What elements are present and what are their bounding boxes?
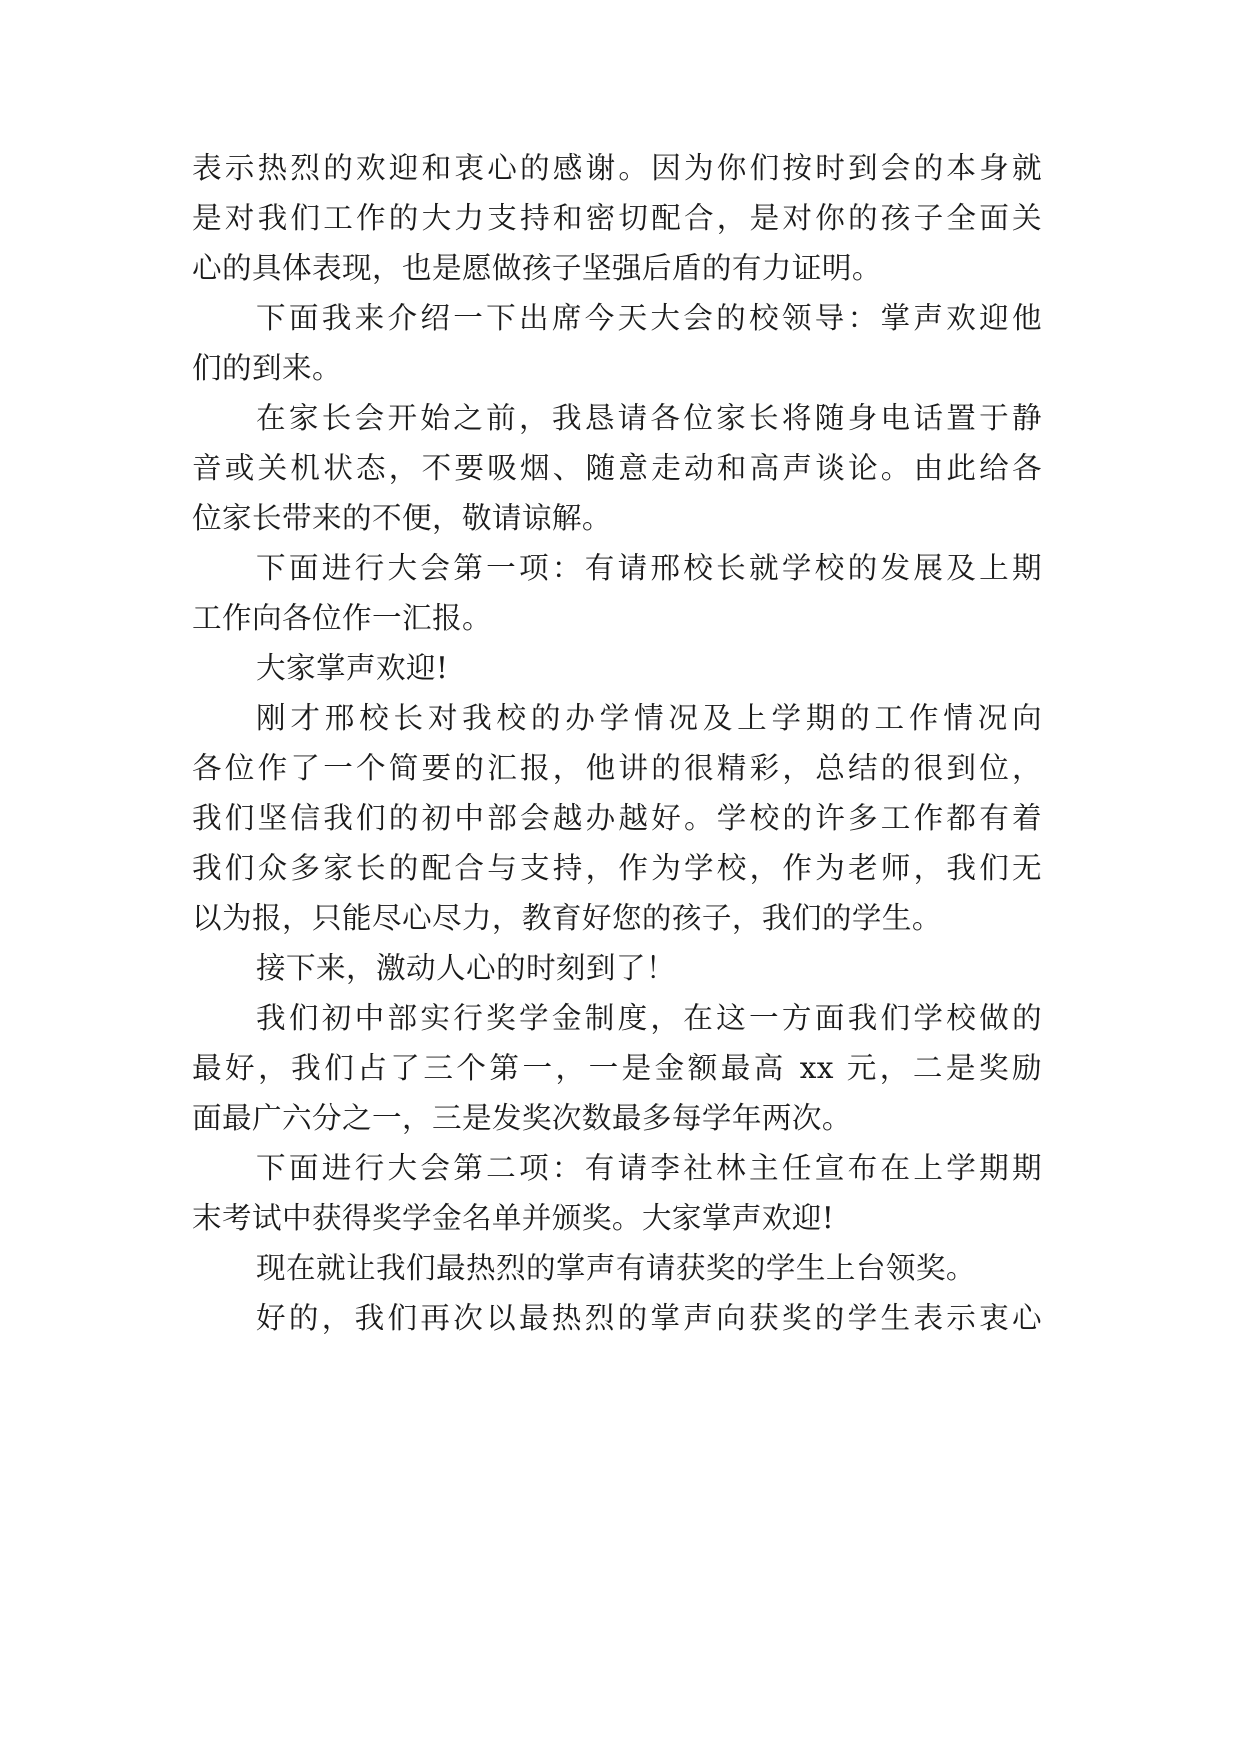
text-line: 工作向各位作一汇报。 — [192, 601, 492, 635]
text-line: 我们坚信我们的初中部会越办越好。学校的许多工作都有着 — [192, 801, 1042, 835]
text-line: 刚才邢校长对我校的办学情况及上学期的工作情况向 — [256, 701, 1042, 735]
text-line: 我们初中部实行奖学金制度，在这一方面我们学校做的 — [256, 1001, 1042, 1035]
text-line: 下面进行大会第一项：有请邢校长就学校的发展及上期 — [256, 551, 1042, 585]
text-line: 心的具体表现，也是愿做孩子坚强后盾的有力证明。 — [192, 251, 882, 285]
text-line: 现在就让我们最热烈的掌声有请获奖的学生上台领奖。 — [256, 1251, 976, 1285]
text-line: 下面我来介绍一下出席今天大会的校领导：掌声欢迎他 — [256, 301, 1042, 335]
text-line: 面最广六分之一，三是发奖次数最多每学年两次。 — [192, 1101, 852, 1135]
text-line: 各位作了一个简要的汇报，他讲的很精彩，总结的很到位， — [192, 751, 1042, 785]
text-line: 我们众多家长的配合与支持，作为学校，作为老师，我们无 — [192, 851, 1042, 885]
text-line: 下面进行大会第二项：有请李社林主任宣布在上学期期 — [256, 1151, 1042, 1185]
text-line: 好的，我们再次以最热烈的掌声向获奖的学生表示衷心 — [256, 1301, 1042, 1335]
text-line: 表示热烈的欢迎和衷心的感谢。因为你们按时到会的本身就 — [192, 151, 1042, 185]
text-line: 是对我们工作的大力支持和密切配合，是对你的孩子全面关 — [192, 201, 1042, 235]
text-line: 在家长会开始之前，我恳请各位家长将随身电话置于静 — [256, 401, 1042, 435]
document-body — [192, 143, 1042, 1343]
text-line: 接下来，激动人心的时刻到了！ — [256, 951, 676, 985]
text-line: 音或关机状态，不要吸烟、随意走动和高声谈论。由此给各 — [192, 451, 1042, 485]
text-line: 末考试中获得奖学金名单并颁奖。大家掌声欢迎! — [192, 1201, 835, 1235]
text-line: 位家长带来的不便，敬请谅解。 — [192, 501, 612, 535]
text-line: 以为报，只能尽心尽力，教育好您的孩子，我们的学生。 — [192, 901, 942, 935]
text-line: 们的到来。 — [192, 351, 342, 385]
text-line: 大家掌声欢迎! — [256, 651, 449, 685]
text-line: 最好，我们占了三个第一，一是金额最高 xx 元，二是奖励 — [192, 1051, 1042, 1085]
